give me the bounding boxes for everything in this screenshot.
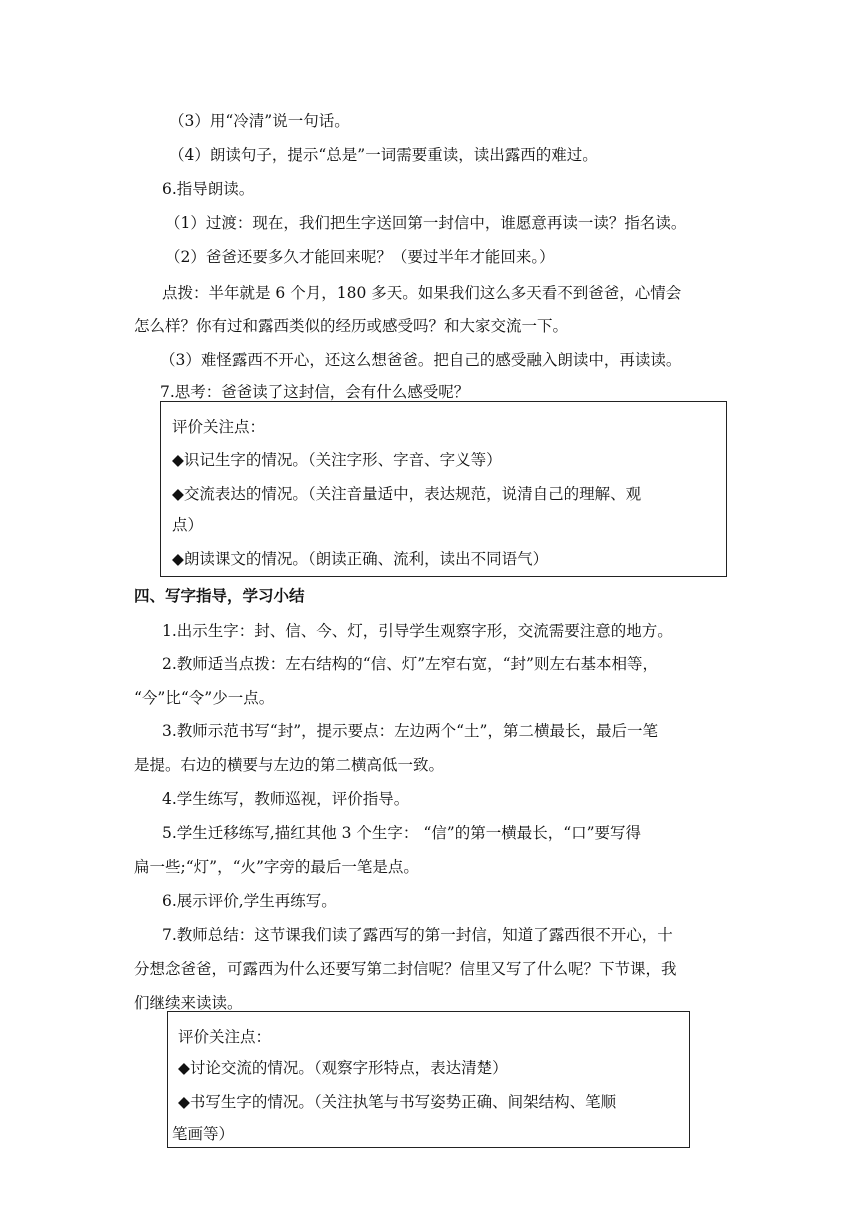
- evaluation-title: 评价关注点：: [172, 418, 266, 436]
- evaluation-title: 评价关注点：: [178, 1028, 272, 1046]
- evaluation-item: ◆识记生字的情况。（关注字形、字音、字义等）: [172, 451, 502, 469]
- paragraph-line: 5.学生迁移练写,描红其他 3 个生字： “信”的第一横最长，“口”要写得: [162, 824, 642, 842]
- paragraph-line: “今”比“令”少一点。: [134, 689, 275, 707]
- evaluation-item: ◆讨论交流的情况。（观察字形特点，表达清楚）: [178, 1059, 508, 1077]
- evaluation-item: 笔画等）: [172, 1125, 235, 1143]
- paragraph-line: 点拨：半年就是 6 个月，180 多天。如果我们这么多天看不到爸爸，心情会: [162, 284, 682, 302]
- paragraph-line: 扁一些;“灯”，“火”字旁的最后一笔是点。: [134, 858, 419, 876]
- paragraph-line: 2.教师适当点拨：左右结构的“信、灯”左窄右宽，“封”则左右基本相等，: [162, 655, 658, 673]
- paragraph-line: 1.出示生字：封、信、今、灯，引导学生观察字形，交流需要注意的地方。: [162, 622, 673, 640]
- paragraph-line: （3）难怪露西不开心，还这么想爸爸。把自己的感受融入朗读中，再读读。: [160, 351, 682, 369]
- evaluation-item: ◆交流表达的情况。（关注音量适中，表达规范，说清自己的理解、观: [172, 485, 642, 503]
- paragraph-line: 4.学生练写，教师巡视，评价指导。: [162, 790, 410, 808]
- paragraph-line: 3.教师示范书写“封”，提示要点：左边两个“土”，第二横最长，最后一笔: [162, 722, 658, 740]
- paragraph-line: 7.教师总结：这节课我们读了露西写的第一封信，知道了露西很不开心，十: [162, 926, 673, 944]
- paragraph-line: 6.展示评价,学生再练写。: [162, 892, 337, 910]
- paragraph-line: （4）朗读句子，提示“总是”一词需要重读，读出露西的难过。: [169, 146, 598, 164]
- paragraph-line: 是提。右边的横要与左边的第二横高低一致。: [134, 756, 445, 774]
- paragraph-line: （3）用“冷清”说一句话。: [169, 112, 350, 130]
- section-heading: 四、写字指导，学习小结: [134, 587, 305, 605]
- paragraph-line: （1）过渡：现在，我们把生字送回第一封信中，谁愿意再读一读？指名读。: [165, 214, 687, 232]
- paragraph-line: （2）爸爸还要多久才能回来呢？（要过半年才能回来。）: [165, 248, 555, 266]
- evaluation-item: 点）: [172, 516, 204, 534]
- paragraph-line: 7.思考：爸爸读了这封信，会有什么感受呢？: [160, 383, 470, 401]
- paragraph-line: 分想念爸爸，可露西为什么还要写第二封信呢？信里又写了什么呢？下节课，我: [134, 960, 677, 978]
- paragraph-line: 们继续来读读。: [134, 994, 243, 1012]
- evaluation-item: ◆朗读课文的情况。（朗读正确、流利，读出不同语气）: [172, 550, 549, 568]
- paragraph-line: 怎么样？你有过和露西类似的经历或感受吗？和大家交流一下。: [134, 317, 569, 335]
- paragraph-line: 6.指导朗读。: [162, 180, 255, 198]
- evaluation-item: ◆书写生字的情况。（关注执笔与书写姿势正确、间架结构、笔顺: [178, 1093, 617, 1111]
